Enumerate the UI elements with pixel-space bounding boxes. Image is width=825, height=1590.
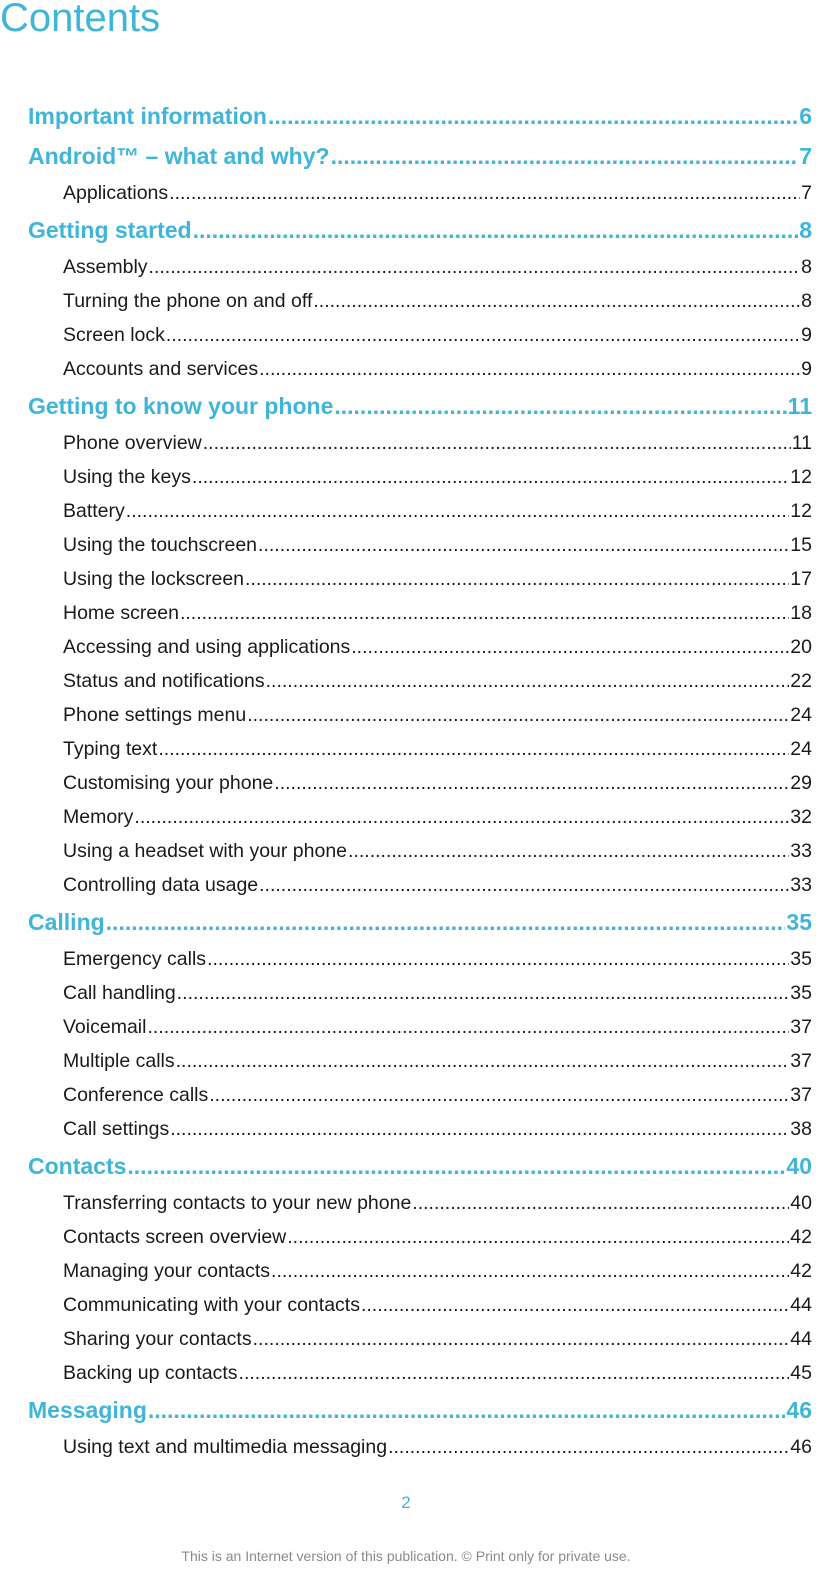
toc-entry-title: Turning the phone on and off	[63, 290, 313, 312]
dot-leader	[334, 386, 786, 426]
toc-section-entry[interactable]	[28, 96, 812, 136]
dot-leader	[259, 352, 800, 386]
toc-subsection-entry[interactable]	[28, 664, 812, 698]
dot-leader	[259, 868, 789, 902]
toc-subsection-entry[interactable]	[28, 460, 812, 494]
toc-entry-page-number: 7	[799, 143, 812, 169]
toc-entry-title: Multiple calls	[63, 1050, 175, 1072]
toc-subsection-entry[interactable]	[28, 1322, 812, 1356]
dot-leader	[258, 528, 789, 562]
dot-leader	[245, 562, 789, 596]
toc-entry-title: Call settings	[63, 1118, 170, 1140]
toc-subsection-entry[interactable]	[28, 426, 812, 460]
toc-entry-page-number: 24	[790, 704, 812, 726]
toc-subsection-entry[interactable]	[28, 596, 812, 630]
dot-leader	[247, 698, 789, 732]
toc-entry-title: Backing up contacts	[63, 1362, 238, 1384]
toc-entry-title: Using the lockscreen	[63, 568, 245, 590]
toc-subsection-entry[interactable]	[28, 1430, 812, 1464]
toc-entry-title: Messaging	[28, 1397, 147, 1423]
toc-entry-page-number: 35	[786, 909, 812, 935]
toc-subsection-entry[interactable]	[28, 1254, 812, 1288]
toc-entry-page-number: 46	[790, 1436, 812, 1458]
toc-entry-title: Customising your phone	[63, 772, 274, 794]
toc-entry-page-number: 15	[790, 534, 812, 556]
toc-entry-page-number: 42	[790, 1226, 812, 1248]
toc-entry-title: Important information	[28, 103, 267, 129]
toc-section-entry[interactable]	[28, 136, 812, 176]
dot-leader	[170, 1112, 789, 1146]
toc-subsection-entry[interactable]	[28, 1044, 812, 1078]
toc-subsection-entry[interactable]	[28, 1356, 812, 1390]
toc-entry-title: Accounts and services	[63, 358, 259, 380]
dot-leader	[412, 1186, 789, 1220]
dot-leader	[209, 1078, 789, 1112]
toc-entry-page-number: 9	[801, 324, 812, 346]
toc-entry-page-number: 11	[791, 432, 812, 454]
toc-entry-title: Using a headset with your phone	[63, 840, 348, 862]
dot-leader	[388, 1430, 789, 1464]
toc-entry-page-number: 11	[787, 393, 812, 419]
toc-entry-page-number: 37	[790, 1050, 812, 1072]
toc-entry-page-number: 6	[799, 103, 812, 129]
toc-entry-page-number: 33	[790, 874, 812, 896]
toc-subsection-entry[interactable]	[28, 1220, 812, 1254]
toc-subsection-entry[interactable]	[28, 352, 812, 386]
dot-leader	[253, 1322, 790, 1356]
toc-subsection-entry[interactable]	[28, 732, 812, 766]
toc-entry-page-number: 24	[790, 738, 812, 760]
toc-entry-title: Controlling data usage	[63, 874, 259, 896]
toc-entry-page-number: 44	[790, 1328, 812, 1350]
dot-leader	[169, 176, 800, 210]
toc-subsection-entry[interactable]	[28, 528, 812, 562]
toc-entry-title: Assembly	[63, 256, 148, 278]
toc-subsection-entry[interactable]	[28, 250, 812, 284]
dot-leader	[177, 976, 790, 1010]
toc-entry-title: Calling	[28, 909, 105, 935]
toc-entry-title: Phone overview	[63, 432, 202, 454]
dot-leader	[351, 630, 789, 664]
toc-subsection-entry[interactable]	[28, 1112, 812, 1146]
dot-leader	[158, 732, 789, 766]
toc-entry-title: Using the touchscreen	[63, 534, 258, 556]
dot-leader	[313, 284, 800, 318]
toc-subsection-entry[interactable]	[28, 630, 812, 664]
toc-entry-page-number: 20	[790, 636, 812, 658]
toc-entry-page-number: 18	[790, 602, 812, 624]
toc-entry-page-number: 12	[790, 466, 812, 488]
dot-leader	[149, 250, 801, 284]
dot-leader	[176, 1044, 790, 1078]
toc-entry-page-number: 9	[801, 358, 812, 380]
toc-subsection-entry[interactable]	[28, 868, 812, 902]
toc-entry-page-number: 44	[790, 1294, 812, 1316]
toc-entry-page-number: 37	[790, 1016, 812, 1038]
toc-entry-page-number: 42	[790, 1260, 812, 1282]
toc-entry-title: Sharing your contacts	[63, 1328, 252, 1350]
dot-leader	[127, 1146, 785, 1186]
toc-subsection-entry[interactable]	[28, 318, 812, 352]
dot-leader	[266, 664, 790, 698]
toc-entry-page-number: 12	[790, 500, 812, 522]
toc-entry-page-number: 45	[790, 1362, 812, 1384]
toc-entry-title: Battery	[63, 500, 125, 522]
toc-entry-title: Home screen	[63, 602, 179, 624]
toc-section-entry[interactable]	[28, 386, 812, 426]
toc-entry-title: Screen lock	[63, 324, 165, 346]
toc-entry-title: Using the keys	[63, 466, 191, 488]
toc-entry-page-number: 35	[790, 948, 812, 970]
toc-subsection-entry[interactable]	[28, 976, 812, 1010]
toc-subsection-entry[interactable]	[28, 698, 812, 732]
toc-entry-page-number: 38	[790, 1118, 812, 1140]
toc-entry-title: Contacts screen overview	[63, 1226, 287, 1248]
toc-subsection-entry[interactable]	[28, 766, 812, 800]
table-of-contents	[28, 96, 812, 1464]
dot-leader	[348, 834, 789, 868]
toc-subsection-entry[interactable]	[28, 942, 812, 976]
dot-leader	[239, 1356, 790, 1390]
toc-entry-title: Conference calls	[63, 1084, 209, 1106]
toc-entry-title: Communicating with your contacts	[63, 1294, 360, 1316]
toc-entry-page-number: 7	[801, 182, 812, 204]
toc-entry-title: Using text and multimedia messaging	[63, 1436, 388, 1458]
toc-subsection-entry[interactable]	[28, 834, 812, 868]
toc-entry-title: Getting started	[28, 217, 192, 243]
toc-entry-page-number: 8	[799, 217, 812, 243]
dot-leader	[193, 210, 799, 250]
toc-subsection-entry[interactable]	[28, 562, 812, 596]
toc-entry-page-number: 8	[801, 290, 812, 312]
dot-leader	[180, 596, 789, 630]
toc-subsection-entry[interactable]	[28, 1186, 812, 1220]
toc-entry-page-number: 8	[801, 256, 812, 278]
toc-entry-page-number: 29	[790, 772, 812, 794]
dot-leader	[134, 800, 789, 834]
page-number: 2	[401, 1493, 411, 1512]
dot-leader	[166, 318, 800, 352]
toc-subsection-entry[interactable]	[28, 800, 812, 834]
toc-entry-title: Call handling	[63, 982, 176, 1004]
toc-entry-page-number: 40	[790, 1192, 812, 1214]
toc-entry-title: Accessing and using applications	[63, 636, 351, 658]
dot-leader	[203, 426, 791, 460]
dot-leader	[126, 494, 790, 528]
dot-leader	[331, 136, 799, 176]
toc-entry-page-number: 17	[790, 568, 812, 590]
toc-entry-title: Emergency calls	[63, 948, 207, 970]
dot-leader	[287, 1220, 789, 1254]
toc-entry-page-number: 40	[786, 1153, 812, 1179]
toc-entry-page-number: 32	[790, 806, 812, 828]
toc-subsection-entry[interactable]	[28, 1010, 812, 1044]
toc-entry-page-number: 35	[790, 982, 812, 1004]
toc-entry-title: Voicemail	[63, 1016, 147, 1038]
dot-leader	[148, 1390, 786, 1430]
footer-note: This is an Internet version of this publication. © Print only for private use.	[181, 1548, 631, 1564]
dot-leader	[207, 942, 789, 976]
toc-entry-page-number: 33	[790, 840, 812, 862]
dot-leader	[147, 1010, 789, 1044]
toc-subsection-entry[interactable]	[28, 176, 812, 210]
dot-leader	[268, 96, 798, 136]
toc-entry-page-number: 37	[790, 1084, 812, 1106]
toc-entry-title: Android™ – what and why?	[28, 143, 330, 169]
toc-entry-title: Memory	[63, 806, 134, 828]
dot-leader	[361, 1288, 789, 1322]
toc-entry-title: Contacts	[28, 1153, 127, 1179]
toc-entry-title: Transferring contacts to your new phone	[63, 1192, 412, 1214]
toc-subsection-entry[interactable]	[28, 284, 812, 318]
toc-entry-title: Getting to know your phone	[28, 393, 334, 419]
toc-subsection-entry[interactable]	[28, 1078, 812, 1112]
toc-entry-title: Applications	[63, 182, 169, 204]
toc-entry-title: Typing text	[63, 738, 158, 760]
toc-subsection-entry[interactable]	[28, 1288, 812, 1322]
toc-entry-title: Phone settings menu	[63, 704, 247, 726]
toc-section-entry[interactable]	[28, 210, 812, 250]
page-title: Contents	[0, 0, 161, 40]
toc-subsection-entry[interactable]	[28, 494, 812, 528]
toc-section-entry[interactable]	[28, 1390, 812, 1430]
dot-leader	[106, 902, 786, 942]
toc-entry-title: Status and notifications	[63, 670, 265, 692]
toc-section-entry[interactable]	[28, 1146, 812, 1186]
toc-entry-page-number: 22	[790, 670, 812, 692]
dot-leader	[274, 766, 789, 800]
toc-entry-title: Managing your contacts	[63, 1260, 271, 1282]
dot-leader	[271, 1254, 789, 1288]
dot-leader	[192, 460, 789, 494]
toc-entry-page-number: 46	[786, 1397, 812, 1423]
toc-section-entry[interactable]	[28, 902, 812, 942]
